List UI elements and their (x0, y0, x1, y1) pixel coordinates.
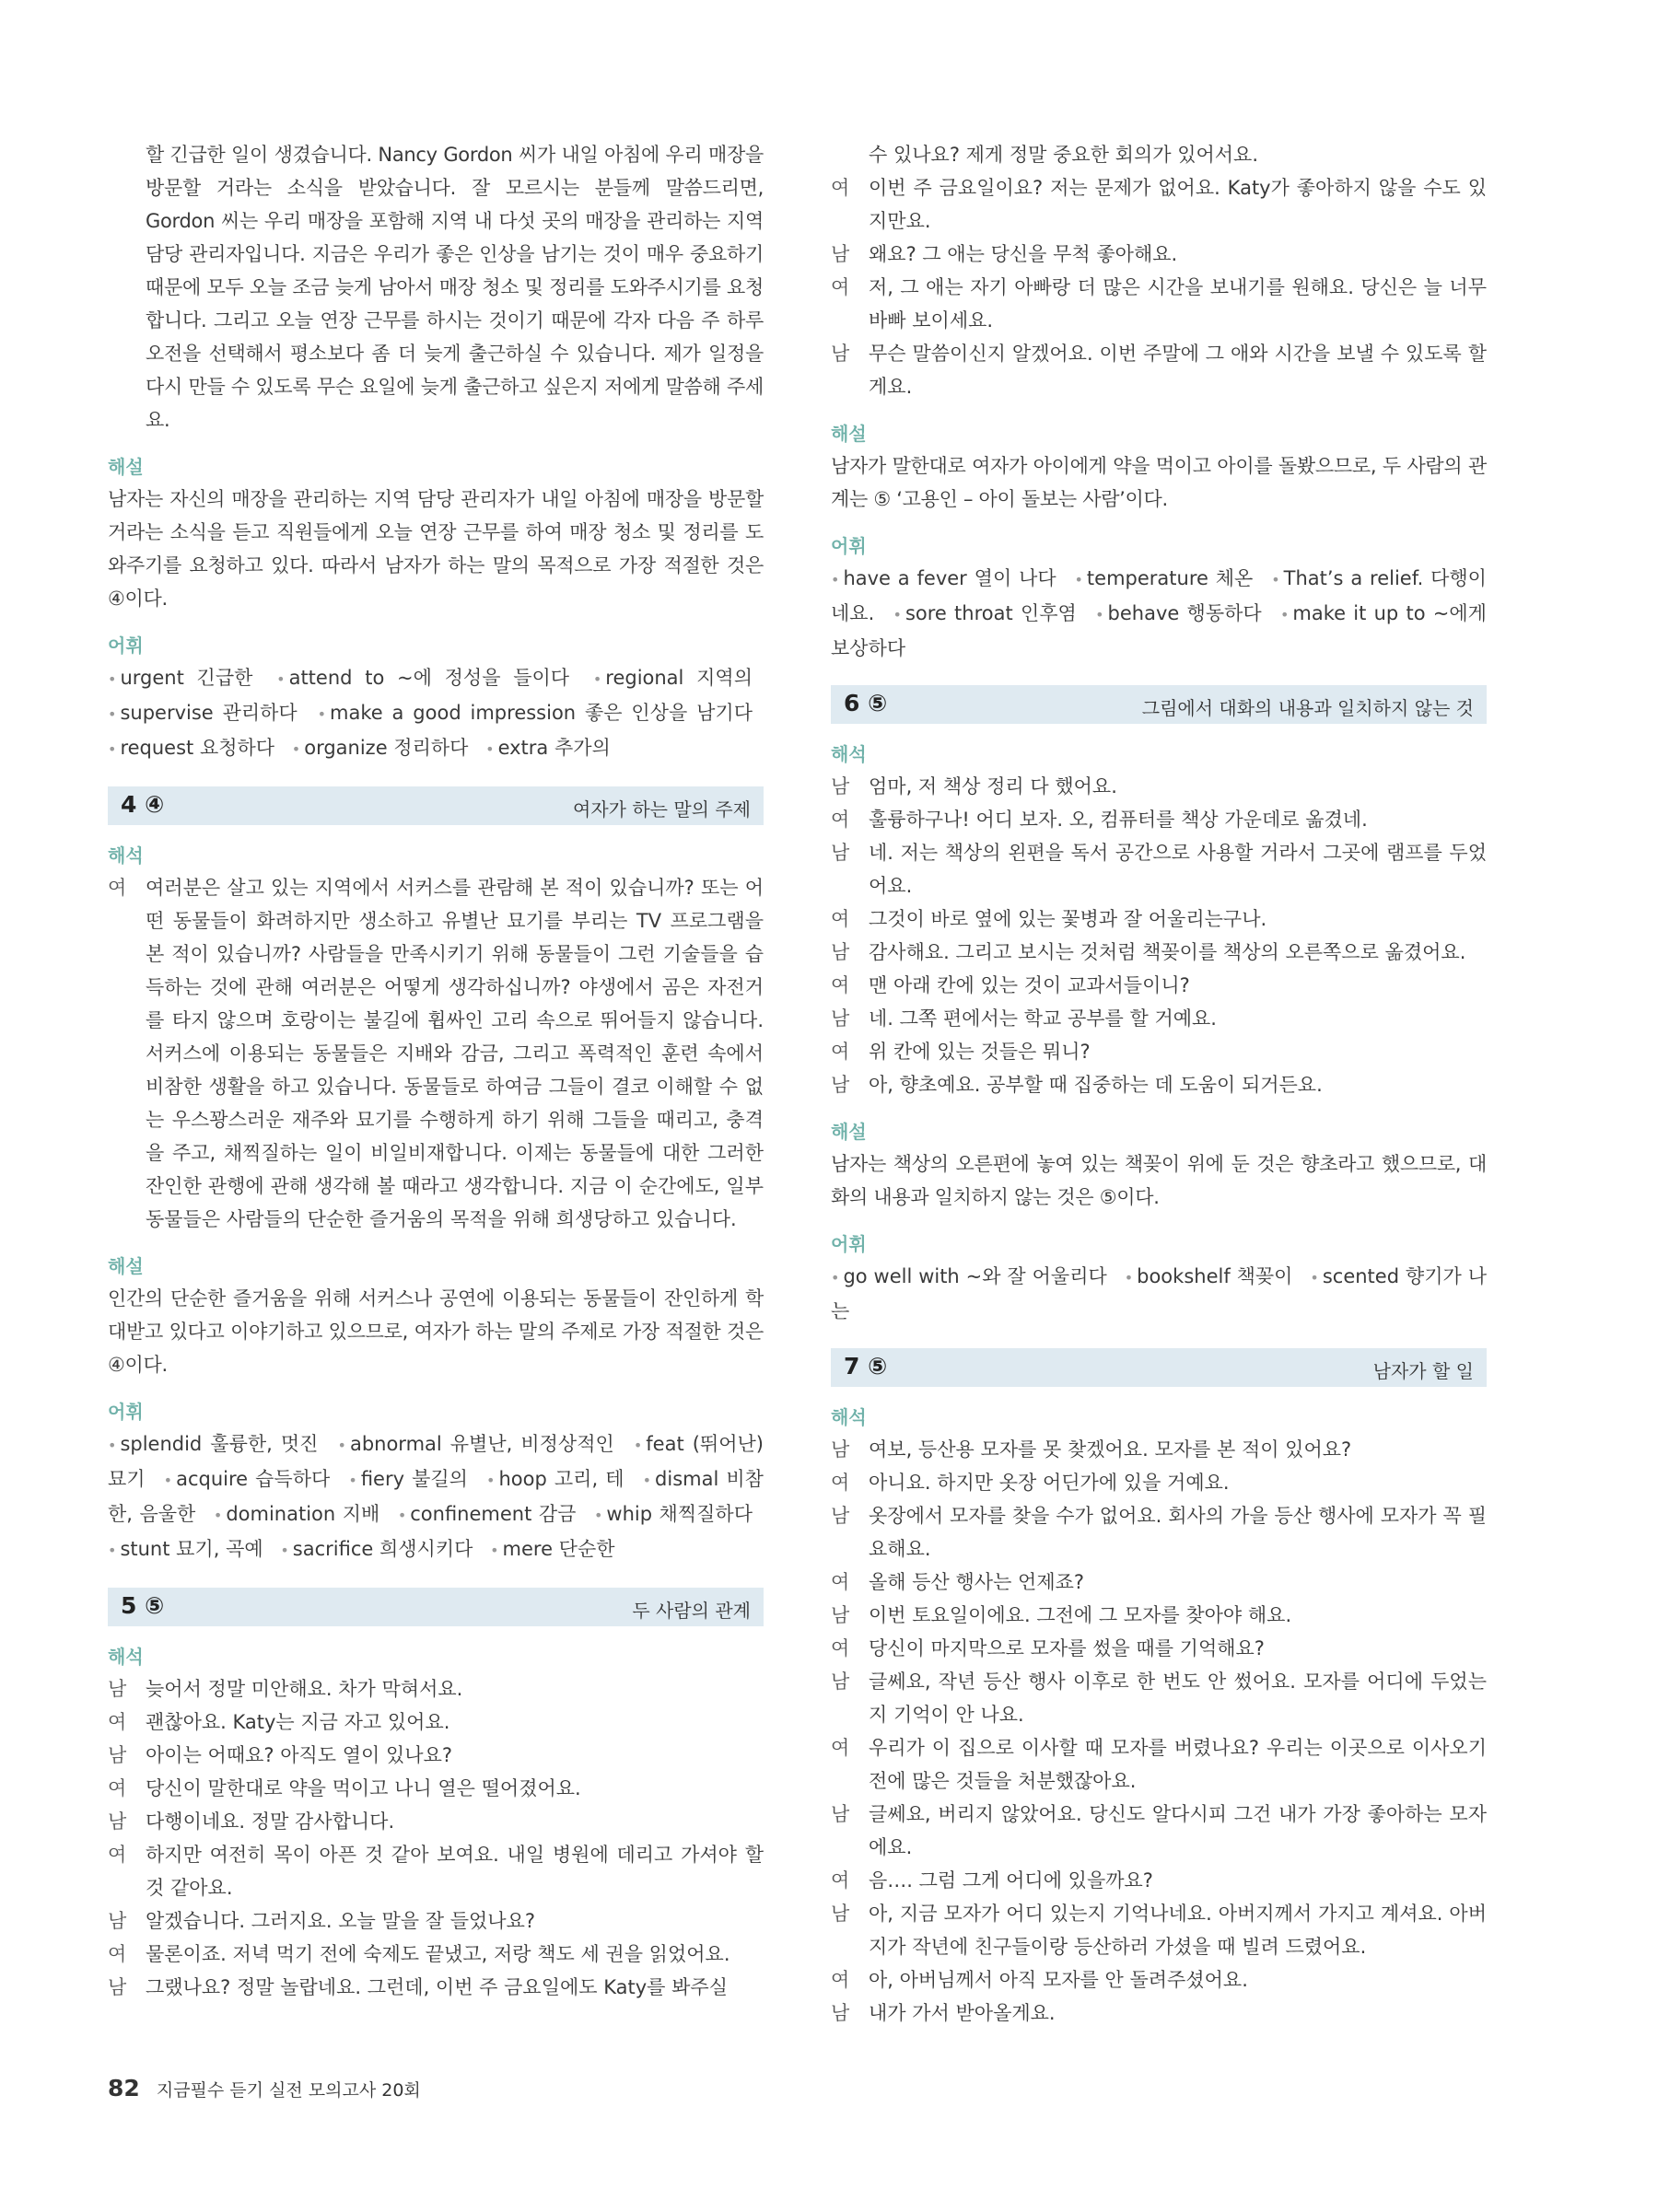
vocab-item: • temperature 체온 (1074, 567, 1253, 589)
line-text: 당신이 말한대로 약을 먹이고 나니 열은 떨어졌어요. (146, 1777, 581, 1799)
q5-vocab-list (831, 562, 1487, 665)
q5-vocab-label: 어휘 (831, 535, 867, 557)
line-text: 네. 그쪽 편에서는 학교 공부를 할 거예요. (869, 1007, 1217, 1030)
line-text: 훌륭하구나! 어디 보자. 오, 컴퓨터를 책상 가운데로 옮겼네. (869, 809, 1368, 831)
dialog-line (108, 1739, 764, 1772)
line-text: 맨 아래 칸에 있는 것이 교과서들이니? (869, 974, 1190, 996)
page-number: 82 (108, 2075, 140, 2101)
line-text: 알겠습니다. 그러지요. 오늘 말을 잘 들었나요? (146, 1910, 536, 1932)
speaker: 여 (108, 1777, 127, 1799)
q6-number: 6 ⑤ (844, 690, 888, 716)
line-text: 수 있나요? 제게 정말 중요한 회의가 있어서요. (869, 144, 1259, 166)
q4-topic: 여자가 하는 말의 주제 (573, 798, 751, 821)
vocab-item: • That’s a relief. 다행이네요. (831, 567, 1487, 624)
speaker: 여 (108, 1844, 127, 1866)
speaker: 남 (831, 1903, 850, 1925)
line-text: 내가 가서 받아올게요. (869, 2002, 1056, 2024)
speaker: 남 (108, 1910, 127, 1932)
vocab-item: • hoop 고리, 테 (486, 1468, 624, 1490)
q6-vocab-label: 어휘 (831, 1233, 867, 1255)
dialog-line (831, 1566, 1487, 1599)
vocab-item: • sacrifice 희생시키다 (280, 1538, 473, 1560)
speaker: 여 (831, 1869, 850, 1892)
vocab-item: • whip 채찍질하다 (594, 1503, 753, 1525)
q4-vocab-list (108, 1427, 764, 1567)
speaker: 남 (831, 243, 850, 265)
speaker: 남 (108, 1976, 127, 1998)
vocab-item: • confinement 감금 (398, 1503, 577, 1525)
line-text: 아, 아버님께서 아직 모자를 안 돌려주셨어요. (869, 1969, 1248, 1991)
vocab-item: • mere 단순한 (490, 1538, 614, 1560)
q5-header (108, 1588, 764, 1626)
dialog-line (831, 1599, 1487, 1632)
speaker: 여 (831, 974, 850, 996)
q4-explanation: 인간의 단순한 즐거움을 위해 서커스나 공연에 이용되는 동물들이 잔인하게 학대받고 있다고 이야기하고 있으므로, 여자가 하는 말의 주제로 가장 적절한 것은 ④이다. (108, 1287, 764, 1376)
vocab-item: • make it up to ~에게 보상하다 (831, 602, 1487, 659)
speaker: 남 (831, 775, 850, 797)
vocab-item: • sore throat 인후염 (893, 602, 1077, 624)
vocab-item: • feat (뛰어난) 묘기 (108, 1433, 764, 1490)
vocab-item: • domination 지배 (214, 1503, 379, 1525)
dialog-line (108, 1805, 764, 1838)
dialog-line (831, 1433, 1487, 1466)
dialog-line (831, 1499, 1487, 1566)
line-text: 물론이죠. 저녁 먹기 전에 숙제도 끝냈고, 저랑 책도 세 권을 읽었어요. (146, 1943, 730, 1965)
dialog-line (108, 1971, 764, 2004)
speaker: 남 (831, 1438, 850, 1461)
line-text: 무슨 말씀이신지 알겠어요. 이번 주말에 그 애와 시간을 보낼 수 있도록 할게요. (869, 343, 1487, 398)
dialog-line (831, 138, 1487, 171)
q4-script (108, 871, 764, 1236)
q4-vocab-label: 어휘 (108, 1401, 144, 1423)
speaker: 남 (831, 343, 850, 365)
line-text: 아, 지금 모자가 어디 있는지 기억나네요. 아버지께서 가지고 계셔요. 아버지가 작년에 친구들이랑 등산하러 가셨을 때 빌려 드렸어요. (869, 1903, 1487, 1958)
speaker: 여 (831, 809, 850, 831)
vocab-item: • regional 지역의 (593, 667, 753, 689)
vocab-item: • fiery 불길의 (348, 1468, 468, 1490)
vocab-item: • supervise 관리하다 (108, 702, 298, 724)
vocab-item: • request 요청하다 (108, 737, 274, 759)
dialog-line (831, 1897, 1487, 1963)
speaker: 여 (108, 1943, 127, 1965)
line-text: 네. 저는 책상의 왼편을 독서 공간으로 사용할 거라서 그곳에 램프를 두었어요. (869, 842, 1487, 897)
q4-header (108, 786, 764, 825)
q3-explanation: 남자는 자신의 매장을 관리하는 지역 담당 관리자가 내일 아침에 매장을 방문할 거라는 소식을 듣고 직원들에게 오늘 연장 근무를 하여 매장 청소 및 정리를 도와주기를 요청하고 있다. 따라서 남자가 하는 말의 목적으로 가장 적절한 것은 ④이다. (108, 488, 764, 610)
speaker: 여 (108, 1711, 127, 1733)
dialog-line (108, 1904, 764, 1938)
line-text: 괜찮아요. Katy는 지금 자고 있어요. (146, 1711, 450, 1733)
dialog-line (831, 271, 1487, 337)
q6-script-label: 해석 (831, 743, 867, 765)
vocab-item: • extra 추가의 (485, 737, 611, 759)
line-text: 저, 그 애는 자기 아빠랑 더 많은 시간을 보내기를 원해요. 당신은 늘 너무 바빠 보이세요. (869, 276, 1487, 332)
line-text: 아이는 어때요? 아직도 열이 있나요? (146, 1744, 452, 1766)
line-text: 당신이 마지막으로 모자를 썼을 때를 기억해요? (869, 1637, 1265, 1659)
q5-topic: 두 사람의 관계 (632, 1600, 751, 1622)
dialog-line (831, 1963, 1487, 1997)
line-text: 아니요. 하지만 옷장 어딘가에 있을 거예요. (869, 1472, 1230, 1494)
line-text: 글쎄요, 버리지 않았어요. 당신도 알다시피 그건 내가 가장 좋아하는 모자에요. (869, 1803, 1487, 1858)
dialog-line (831, 836, 1487, 902)
speaker: 남 (831, 1803, 850, 1825)
line-text: 그것이 바로 옆에 있는 꽃병과 잘 어울리는구나. (869, 908, 1267, 930)
line-text: 글쎄요, 작년 등산 행사 이후로 한 번도 안 썼어요. 모자를 어디에 두었는지 기억이 안 나요. (869, 1671, 1487, 1726)
line-text: 우리가 이 집으로 이사할 때 모자를 버렸나요? 우리는 이곳으로 이사오기 전에 많은 것들을 처분했잖아요. (869, 1737, 1487, 1792)
line-text: 올해 등산 행사는 언제죠? (869, 1571, 1085, 1593)
dialog-line (831, 171, 1487, 238)
left-column (108, 138, 764, 2004)
speaker (831, 138, 869, 171)
speaker: 여 (108, 877, 127, 899)
q4-number: 4 ④ (121, 791, 165, 818)
line-text: 아, 향초예요. 공부할 때 집중하는 데 도움이 되거든요. (869, 1074, 1323, 1096)
vocab-item: • make a good impression 좋은 인상을 남기다 (318, 702, 753, 724)
line-text: 그랬나요? 정말 놀랍네요. 그런데, 이번 주 금요일에도 Katy를 봐주실 (146, 1976, 728, 1998)
q5-script (108, 1672, 764, 2004)
dialog-line (108, 1938, 764, 1971)
line-text: 감사해요. 그리고 보시는 것처럼 책꽂이를 책상의 오른쪽으로 옮겼어요. (869, 941, 1466, 963)
speaker: 남 (108, 1678, 127, 1700)
dialog-line (108, 871, 764, 1236)
speaker: 남 (831, 1505, 850, 1527)
vocab-item: • scented 향기가 나는 (831, 1265, 1487, 1322)
line-text: 늦어서 정말 미안해요. 차가 막혀서요. (146, 1678, 463, 1700)
dialog-line (831, 803, 1487, 836)
line-text: 왜요? 그 애는 당신을 무척 좋아해요. (869, 243, 1178, 265)
speaker: 남 (831, 1007, 850, 1030)
line-text: 여보, 등산용 모자를 못 찾겠어요. 모자를 본 적이 있어요? (869, 1438, 1352, 1461)
speaker: 남 (108, 1744, 127, 1766)
vocab-item: • go well with ~와 잘 어울리다 (831, 1265, 1107, 1287)
q5-explain-label: 해설 (831, 423, 867, 445)
line-text: 이번 주 금요일이요? 저는 문제가 없어요. Katy가 좋아하지 않을 수도 있지만요. (869, 177, 1487, 232)
dialog-line (831, 1731, 1487, 1798)
dialog-line (831, 1002, 1487, 1035)
q5-script-continued (831, 138, 1487, 403)
line-text: 옷장에서 모자를 찾을 수가 없어요. 회사의 가을 등산 행사에 모자가 꼭 필요해요. (869, 1505, 1487, 1560)
q5-number: 5 ⑤ (121, 1592, 165, 1619)
q6-script (831, 770, 1487, 1101)
dialog-line (831, 1632, 1487, 1665)
page-footer (108, 2075, 421, 2101)
dialog-line (831, 1035, 1487, 1068)
dialog-line (831, 1997, 1487, 2030)
speaker: 남 (831, 842, 850, 864)
dialog-line (831, 936, 1487, 969)
speaker: 남 (831, 1671, 850, 1693)
dialog-line (831, 902, 1487, 936)
q6-explain-label: 해설 (831, 1121, 867, 1143)
vocab-item: • abnormal 유별난, 비정상적인 (338, 1433, 614, 1455)
line-text: 여러분은 살고 있는 지역에서 서커스를 관람해 본 적이 있습니까? 또는 어떤 동물들이 화려하지만 생소하고 유별난 묘기를 부리는 TV 프로그램을 본 적이 있습니까? 사람들을 만족시키기 위해 동물들이 그런 기술들을 습득하는 것에 관해 여러분은 어떻게 생각하십니까? 야생에서 곰은 자전거를 타지 않으며 호랑이는 불길에 휩싸인 고리 속으로 뛰어들지 않습니다. 서커스에 이용되는 동물들은 지배와 감금, 그리고 폭력적인 훈련 속에서 비참한 생활을 하고 있습니다. 동물들로 하여금 그들이 결코 이해할 수 없는 우스꽝스러운 재주와 묘기를 수행하게 하기 위해 그들을 때리고, 충격을 주고, 채찍질하는 일이 비일비재합니다. 이제는 동물들에 대한 그러한 잔인한 관행에 관해 생각해 볼 때라고 생각합니다. 지금 이 순간에도, 일부 동물들은 사람들의 단순한 즐거움의 목적을 위해 희생당하고 있습니다. (146, 877, 764, 1230)
speaker: 여 (831, 1472, 850, 1494)
q3-explain-label: 해설 (108, 456, 144, 478)
speaker: 남 (108, 1810, 127, 1833)
q6-header (831, 685, 1487, 724)
q3-vocab-list (108, 661, 764, 766)
dialog-line (831, 1466, 1487, 1499)
q7-script (831, 1433, 1487, 2030)
dialog-line (831, 1798, 1487, 1864)
vocab-item: • stunt 묘기, 곡예 (108, 1538, 263, 1560)
q6-topic: 그림에서 대화의 내용과 일치하지 않는 것 (1141, 697, 1474, 719)
q3-vocab-label: 어휘 (108, 634, 144, 657)
vocab-item: • attend to ~에 정성을 들이다 (276, 667, 569, 689)
q3-script-continuation: 할 긴급한 일이 생겼습니다. Nancy Gordon 씨가 내일 아침에 우리 매장을 방문할 거라는 소식을 받았습니다. 잘 모르시는 분들께 말씀드리면, Gordon 씨는 우리 매장을 포함해 지역 내 다섯 곳의 매장을 관리하는 지역 담당 관리자입니다. 지금은 우리가 좋은 인상을 남기는 것이 매우 중요하기 때문에 모두 오늘 조금 늦게 남아서 매장 청소 및 정리를 도와주시기를 요청합니다. 그리고 오늘 연장 근무를 하시는 것이기 때문에 각자 다음 주 하루 오전을 선택해서 평소보다 좀 더 늦게 출근하실 수 있습니다. 제가 일정을 다시 만들 수 있도록 무슨 요일에 늦게 출근하고 싶은지 저에게 말씀해 주세요. (146, 144, 764, 431)
q7-number: 7 ⑤ (844, 1353, 888, 1380)
vocab-item: • have a fever 열이 나다 (831, 567, 1056, 589)
line-text: 위 칸에 있는 것들은 뭐니? (869, 1041, 1091, 1063)
vocab-item: • urgent 긴급한 (108, 667, 252, 689)
speaker: 여 (831, 276, 850, 298)
q5-explanation: 남자가 말한대로 여자가 아이에게 약을 먹이고 아이를 돌봤으므로, 두 사람의 관계는 ⑤ ‘고용인 – 아이 돌보는 사람’이다. (831, 455, 1487, 510)
line-text: 음…. 그럼 그게 어디에 있을까요? (869, 1869, 1153, 1892)
dialog-line (108, 1772, 764, 1805)
dialog-line (831, 969, 1487, 1002)
vocab-item: • behave 행동하다 (1095, 602, 1262, 624)
q7-script-label: 해석 (831, 1406, 867, 1428)
vocab-item: • organize 정리하다 (292, 737, 469, 759)
speaker: 남 (831, 1074, 850, 1096)
q4-explain-label: 해설 (108, 1255, 144, 1277)
dialog-line (108, 1838, 764, 1904)
q7-header (831, 1348, 1487, 1387)
line-text: 하지만 여전히 목이 아픈 것 같아 보여요. 내일 병원에 데리고 가셔야 할 것 같아요. (146, 1844, 764, 1899)
speaker: 남 (831, 2002, 850, 2024)
speaker: 남 (831, 1604, 850, 1626)
dialog-line (108, 1706, 764, 1739)
dialog-line (831, 238, 1487, 271)
speaker: 여 (831, 1041, 850, 1063)
dialog-line (831, 1068, 1487, 1101)
line-text: 엄마, 저 책상 정리 다 했어요. (869, 775, 1117, 797)
speaker: 여 (831, 1571, 850, 1593)
line-text: 다행이네요. 정말 감사합니다. (146, 1810, 395, 1833)
dialog-line (831, 1864, 1487, 1897)
q4-script-label: 해석 (108, 844, 144, 867)
speaker: 여 (831, 1637, 850, 1659)
q6-explanation: 남자는 책상의 오른편에 놓여 있는 책꽂이 위에 둔 것은 향초라고 했으므로, 대화의 내용과 일치하지 않는 것은 ⑤이다. (831, 1153, 1487, 1208)
line-text: 이번 토요일이에요. 그전에 그 모자를 찾아야 해요. (869, 1604, 1292, 1626)
q5-script-label: 해석 (108, 1646, 144, 1668)
speaker: 여 (831, 177, 850, 199)
speaker: 여 (831, 1737, 850, 1759)
right-column (831, 138, 1487, 2030)
vocab-item: • dismal 비참한, 음울한 (108, 1468, 764, 1525)
q7-topic: 남자가 할 일 (1372, 1360, 1474, 1382)
vocab-item: • acquire 습득하다 (164, 1468, 331, 1490)
vocab-item: • bookshelf 책꽂이 (1125, 1265, 1293, 1287)
vocab-item: • splendid 훌륭한, 멋진 (108, 1433, 318, 1455)
dialog-line (831, 337, 1487, 403)
dialog-line (831, 770, 1487, 803)
speaker: 여 (831, 1969, 850, 1991)
speaker: 여 (831, 908, 850, 930)
speaker: 남 (831, 941, 850, 963)
dialog-line (108, 1672, 764, 1706)
dialog-line (831, 1665, 1487, 1731)
q6-vocab-list (831, 1260, 1487, 1328)
book-title: 지금필수 듣기 실전 모의고사 20회 (156, 2080, 421, 2101)
